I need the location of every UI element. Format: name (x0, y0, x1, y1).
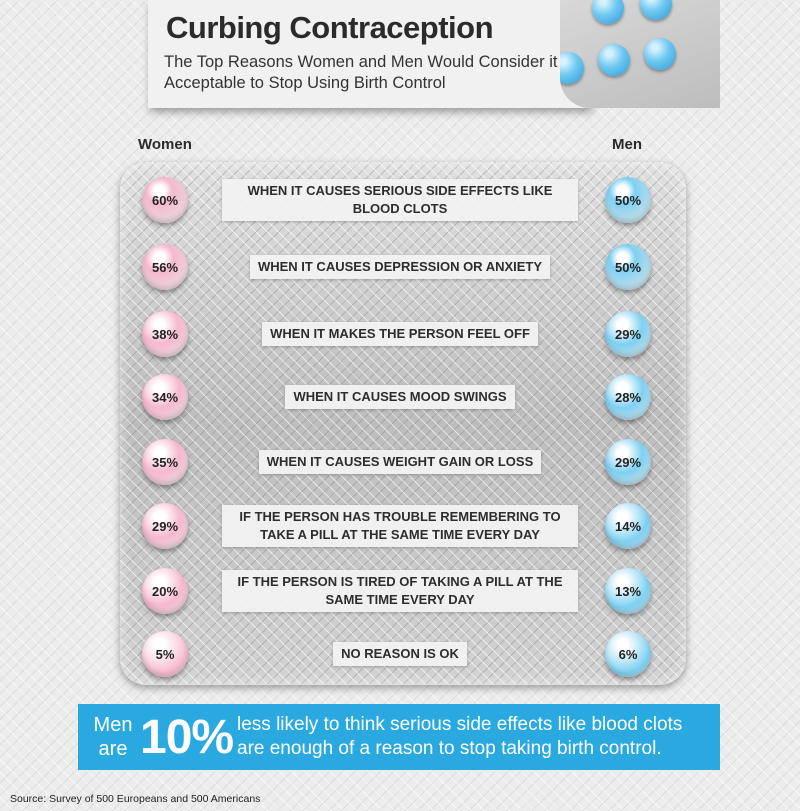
reason-label: IF THE PERSON HAS TROUBLE REMEMBERING TO TAKE A PILL AT THE SAME TIME EVERY DAY (222, 505, 578, 547)
men-percent-pill: 29% (605, 439, 651, 485)
reason-label: WHEN IT CAUSES SERIOUS SIDE EFFECTS LIKE BLOOD CLOTS (222, 179, 578, 221)
women-percent-pill: 20% (142, 568, 188, 614)
reason-row (0, 433, 800, 493)
reason-label-wrap (0, 433, 800, 491)
women-percent-pill: 5% (142, 631, 188, 677)
men-column-header: Men (612, 136, 642, 153)
men-percent-pill: 13% (605, 568, 651, 614)
title-card (148, 0, 590, 108)
reason-label-wrap (0, 238, 800, 296)
reason-label-wrap (0, 171, 800, 229)
reason-label-wrap (0, 625, 800, 683)
blue-pill-icon (560, 52, 584, 84)
page-subtitle: The Top Reasons Women and Men Would Consider it Acceptable to Stop Using Birth Control (164, 53, 558, 92)
men-percent-pill: 50% (605, 177, 651, 223)
blister-pack-header-image (560, 0, 720, 108)
callout-text: less likely to think serious side effects like blood clots are enough of a reason to stop taking birth control. (237, 714, 683, 759)
men-percent-pill: 28% (605, 374, 651, 420)
women-percent-pill: 29% (142, 503, 188, 549)
reason-row (0, 171, 800, 231)
blue-pill-icon (640, 0, 672, 20)
reason-row (0, 497, 800, 557)
callout-percent: 10% (140, 711, 234, 764)
reason-label-wrap (0, 562, 800, 620)
reason-row (0, 238, 800, 298)
page-title: Curbing Contraception (166, 10, 494, 45)
reason-label: WHEN IT CAUSES MOOD SWINGS (285, 385, 514, 409)
blue-pill-icon (644, 38, 676, 70)
women-percent-pill: 38% (142, 311, 188, 357)
reason-label: WHEN IT CAUSES WEIGHT GAIN OR LOSS (259, 450, 542, 474)
blue-pill-icon (592, 0, 624, 24)
reason-label: NO REASON IS OK (333, 642, 467, 666)
source-note: Source: Survey of 500 Europeans and 500 Americans (10, 793, 261, 805)
reason-label-wrap (0, 368, 800, 426)
reason-row (0, 625, 800, 685)
women-percent-pill: 35% (142, 439, 188, 485)
women-percent-pill: 34% (142, 374, 188, 420)
women-percent-pill: 56% (142, 244, 188, 290)
reason-label-wrap (0, 497, 800, 555)
reason-label-wrap (0, 305, 800, 363)
men-percent-pill: 6% (605, 631, 651, 677)
reason-label: WHEN IT CAUSES DEPRESSION OR ANXIETY (250, 255, 550, 279)
men-percent-pill: 29% (605, 311, 651, 357)
women-percent-pill: 60% (142, 177, 188, 223)
men-percent-pill: 14% (605, 503, 651, 549)
reason-row (0, 562, 800, 622)
blue-pill-icon (598, 44, 630, 76)
callout-banner (78, 704, 720, 770)
reason-label: WHEN IT MAKES THE PERSON FEEL OFF (262, 322, 538, 346)
reason-row (0, 305, 800, 365)
callout-men-are: Men are (93, 714, 133, 760)
reason-row (0, 368, 800, 428)
men-percent-pill: 50% (605, 244, 651, 290)
women-column-header: Women (138, 136, 192, 153)
reason-label: IF THE PERSON IS TIRED OF TAKING A PILL AT THE SAME TIME EVERY DAY (222, 570, 578, 612)
